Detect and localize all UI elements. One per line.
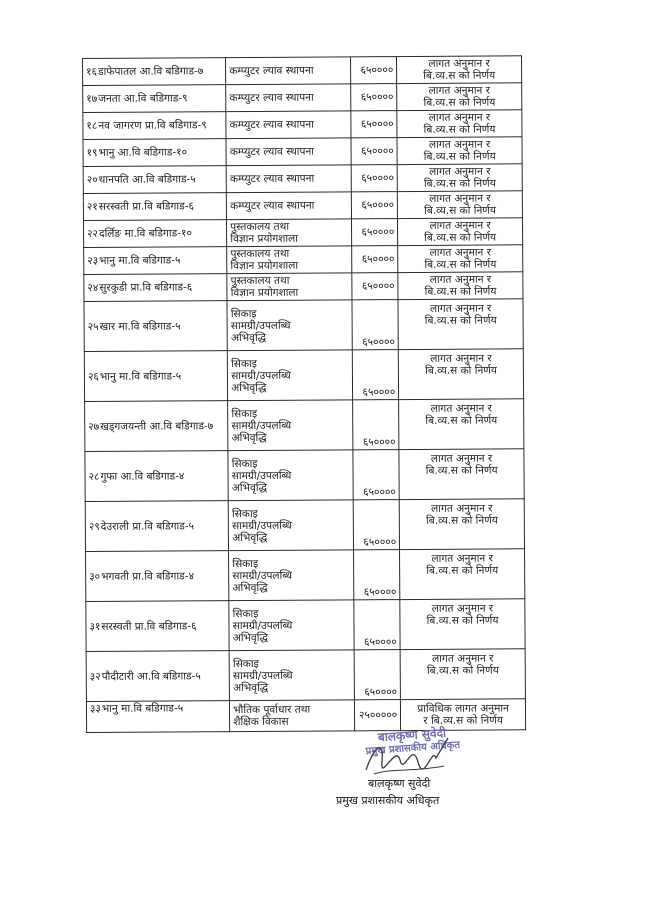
activity-cell bbox=[228, 400, 353, 451]
activity-cell bbox=[227, 219, 352, 247]
table-row bbox=[83, 56, 522, 86]
amount-cell: ६५०००० bbox=[351, 165, 397, 192]
remarks-line: लागत अनुमान र bbox=[429, 273, 492, 286]
remarks-cell bbox=[398, 218, 523, 246]
table-row bbox=[86, 549, 525, 602]
school-cell bbox=[83, 85, 226, 113]
activity-line: कम्प्युटर ल्याव स्थापना bbox=[229, 172, 315, 186]
activity-line: सामग्री/उपलब्धि bbox=[232, 619, 293, 632]
remarks-cell bbox=[398, 272, 523, 300]
amount-cell: ६५०००० bbox=[352, 300, 399, 350]
school-cell bbox=[83, 220, 226, 248]
table-row bbox=[83, 137, 522, 167]
serial-number: १९ bbox=[86, 146, 98, 159]
table-row bbox=[84, 245, 523, 275]
activity-cell bbox=[228, 500, 353, 551]
serial-number: २६ bbox=[87, 370, 99, 383]
activity-cell bbox=[228, 350, 353, 401]
serial-number: १६ bbox=[86, 65, 98, 78]
remarks-line: लागत अनुमान र bbox=[428, 57, 490, 70]
school-cell bbox=[85, 451, 229, 502]
school-cell bbox=[86, 651, 230, 702]
remarks-line: बि.व्य.स को निर्णय bbox=[424, 258, 497, 271]
school-name: डाफेपातल आ.वि बडिगाड-७ bbox=[97, 65, 204, 78]
school-name: थानपति आ.वि बडिगाड-५ bbox=[98, 173, 196, 186]
activity-line: कम्प्युटर ल्याव स्थापना bbox=[229, 145, 315, 159]
table-row bbox=[84, 272, 523, 302]
serial-number: २८ bbox=[88, 470, 100, 483]
activity-line: अभिवृद्धि bbox=[232, 631, 268, 644]
serial-number: ३२ bbox=[89, 670, 101, 683]
amount-cell: ६५०००० bbox=[351, 192, 397, 219]
activity-line: सिकाइ bbox=[232, 557, 259, 570]
school-cell bbox=[84, 351, 228, 402]
amount-cell: ६५०००० bbox=[353, 400, 400, 450]
activity-cell bbox=[227, 192, 352, 220]
remarks-line: बि.व्य.स को निर्णय bbox=[423, 96, 496, 109]
amount-cell: ६५०००० bbox=[352, 350, 399, 400]
remarks-line: बि.व्य.स को निर्णय bbox=[424, 231, 497, 244]
remarks-line: लागत अनुमान र bbox=[432, 652, 494, 665]
remarks-line: लागत अनुमान र bbox=[429, 219, 491, 232]
activity-line: विज्ञान प्रयोगशाला bbox=[230, 232, 298, 246]
school-cell bbox=[84, 274, 227, 302]
remarks-line: बि.व्य.स को निर्णय bbox=[423, 69, 496, 82]
school-name: सरस्वती प्रा.वि बडिगाड-६ bbox=[98, 200, 194, 213]
amount-cell: ६५०००० bbox=[351, 57, 397, 84]
activity-line: कम्प्युटर ल्याव स्थापना bbox=[230, 199, 315, 213]
remarks-cell bbox=[397, 137, 522, 165]
activity-cell bbox=[227, 300, 352, 351]
activity-line: अभिवृद्धि bbox=[233, 681, 269, 694]
school-name: भानु मा.वि बडिगाड-५ bbox=[99, 254, 181, 267]
remarks-line: लागत अनुमान र bbox=[429, 246, 492, 259]
activity-line: पुस्तकालय तथा bbox=[230, 274, 290, 288]
serial-number: २३ bbox=[87, 254, 99, 267]
table-row bbox=[83, 110, 522, 140]
signatory-name: बालकृष्ण सुवेदी bbox=[368, 777, 431, 790]
remarks-line: बि.व्य.स को निर्णय bbox=[426, 664, 499, 677]
activity-line: विज्ञान प्रयोगशाला bbox=[230, 286, 299, 300]
allocation-table bbox=[82, 55, 526, 733]
school-cell bbox=[86, 601, 230, 652]
activity-line: अभिवृद्धि bbox=[231, 381, 267, 394]
amount-cell: ६५०००० bbox=[352, 246, 398, 273]
activity-cell bbox=[226, 111, 351, 139]
activity-line: सिकाइ bbox=[231, 507, 258, 520]
activity-line: कम्प्युटर ल्याव स्थापना bbox=[229, 118, 314, 132]
allocation-table-body bbox=[83, 56, 526, 733]
school-name: भानु मा.वि बडिगाड-५ bbox=[99, 369, 182, 383]
activity-line: अभिवृद्धि bbox=[231, 431, 267, 444]
amount-cell: ६५०००० bbox=[354, 650, 401, 700]
table-row bbox=[85, 499, 524, 552]
remarks-line: बि.व्य.स को निर्णय bbox=[423, 123, 496, 136]
remarks-line: लागत अनुमान र bbox=[430, 402, 492, 415]
amount-cell: ६५०००० bbox=[354, 600, 401, 650]
activity-line: पुस्तकालय तथा bbox=[230, 220, 290, 234]
school-name: भानु मा.वि बडिगाड-५ bbox=[101, 702, 184, 715]
remarks-line: प्राविधिक लागत अनुमान bbox=[417, 702, 509, 715]
amount-cell: ६५०००० bbox=[354, 550, 401, 600]
school-name: भगवती प्रा.वि बडिगाड-४ bbox=[101, 569, 195, 583]
remarks-line: लागत अनुमान र bbox=[430, 452, 493, 465]
school-cell bbox=[86, 551, 230, 602]
amount-cell: ६५०००० bbox=[352, 219, 398, 246]
serial-number: ३० bbox=[89, 570, 101, 583]
remarks-line: लागत अनुमान र bbox=[429, 302, 492, 315]
table-row bbox=[85, 449, 524, 502]
school-cell bbox=[83, 58, 226, 86]
stamp-title: प्रमुख प्रशासकीय अधिकृत bbox=[365, 739, 461, 758]
remarks-line: लागत अनुमान र bbox=[431, 502, 493, 515]
school-cell bbox=[85, 401, 229, 452]
remarks-cell bbox=[400, 649, 525, 700]
activity-line: सामग्री/उपलब्धि bbox=[232, 569, 293, 582]
remarks-cell bbox=[400, 549, 525, 600]
signatory-title: प्रमुख प्रशासकीय अधिकृत bbox=[336, 794, 440, 807]
school-cell bbox=[83, 139, 226, 167]
school-name: पौदीटारी आ.वि बडिगाड-५ bbox=[101, 669, 201, 683]
remarks-line: बि.व्य.स को निर्णय bbox=[425, 514, 498, 527]
activity-line: सिकाइ bbox=[231, 357, 257, 370]
table-row bbox=[83, 164, 522, 194]
remarks-cell bbox=[398, 191, 523, 219]
remarks-line: बि.व्य.स को निर्णय bbox=[424, 285, 497, 298]
activity-line: सिकाइ bbox=[232, 607, 259, 620]
activity-line: सिकाइ bbox=[231, 457, 258, 470]
remarks-line: बि.व्य.स को निर्णय bbox=[424, 314, 497, 327]
serial-number: २७ bbox=[88, 420, 100, 433]
serial-number: २० bbox=[86, 173, 98, 186]
activity-line: अभिवृद्धि bbox=[230, 331, 267, 344]
activity-line: सामग्री/उपलब्धि bbox=[232, 669, 293, 682]
table-row bbox=[83, 218, 522, 248]
remarks-line: बि.व्य.स को निर्णय bbox=[423, 177, 496, 190]
stamp-name: बालकृष्ण सुवेदी bbox=[377, 725, 447, 745]
activity-line: पुस्तकालय तथा bbox=[230, 247, 290, 261]
school-name: सरस्वती प्रा.वि बडिगाड-६ bbox=[101, 619, 197, 633]
amount-cell: ६५०००० bbox=[353, 450, 400, 500]
remarks-line: बि.व्य.स को निर्णय bbox=[425, 364, 497, 377]
school-name: सुरकुडी प्रा.वि बडिगाड-६ bbox=[99, 281, 193, 294]
school-name: खार मा.वि बडिगाड-५ bbox=[99, 319, 181, 333]
serial-number: १८ bbox=[86, 119, 98, 132]
amount-cell: ६५०००० bbox=[352, 273, 398, 300]
activity-cell bbox=[226, 138, 351, 166]
activity-line: सामग्री/उपलब्धि bbox=[231, 419, 292, 432]
signature-mark bbox=[362, 732, 452, 782]
activity-cell bbox=[227, 246, 352, 274]
remarks-cell bbox=[397, 56, 522, 84]
remarks-cell bbox=[398, 245, 523, 273]
school-cell bbox=[86, 701, 229, 733]
activity-line: सिकाइ bbox=[232, 657, 259, 670]
table-row bbox=[83, 191, 522, 221]
table-row bbox=[85, 399, 524, 452]
school-name: देउराली प्रा.वि बडिगाड-५ bbox=[100, 519, 195, 533]
activity-line: भौतिक पूर्वाधार तथा bbox=[233, 703, 311, 717]
remarks-line: बि.व्य.स को निर्णय bbox=[425, 464, 498, 477]
school-name: नव जागरण प्रा.वि बडिगाड-९ bbox=[98, 119, 207, 132]
remarks-line: लागत अनुमान र bbox=[431, 552, 493, 565]
remarks-cell bbox=[397, 164, 522, 192]
remarks-cell bbox=[399, 399, 524, 450]
remarks-line: बि.व्य.स को निर्णय bbox=[423, 150, 496, 163]
remarks-cell bbox=[399, 499, 524, 550]
activity-line: सामग्री/उपलब्धि bbox=[231, 369, 291, 382]
activity-line: अभिवृद्धि bbox=[231, 481, 267, 494]
remarks-line: र बि.व्य.स को निर्णय bbox=[423, 714, 503, 727]
table-row bbox=[84, 349, 523, 402]
serial-number: २२ bbox=[87, 227, 99, 240]
school-name: भानु आ.वि बडिगाड-१० bbox=[98, 146, 188, 159]
school-cell bbox=[83, 166, 226, 194]
remarks-line: बि.व्य.स को निर्णय bbox=[426, 614, 499, 627]
activity-line: सिकाइ bbox=[231, 407, 258, 420]
activity-line: अभिवृद्धि bbox=[232, 531, 268, 544]
activity-cell bbox=[227, 273, 352, 301]
table-row bbox=[86, 649, 525, 702]
remarks-cell bbox=[397, 110, 522, 138]
remarks-line: लागत अनुमान र bbox=[430, 352, 492, 365]
activity-line: सामग्री/उपलब्धि bbox=[232, 519, 292, 532]
activity-line: सामग्री/उपलब्धि bbox=[230, 319, 291, 332]
serial-number: ३३ bbox=[89, 702, 101, 715]
remarks-line: बि.व्य.स को निर्णय bbox=[426, 564, 499, 577]
activity-cell bbox=[230, 700, 355, 732]
serial-number: ३१ bbox=[89, 620, 101, 633]
activity-line: सिकाइ bbox=[230, 307, 257, 320]
remarks-cell bbox=[400, 599, 525, 650]
remarks-cell bbox=[398, 299, 523, 350]
amount-cell: ६५०००० bbox=[351, 84, 397, 111]
serial-number: १७ bbox=[86, 92, 98, 105]
remarks-line: लागत अनुमान र bbox=[428, 111, 491, 124]
amount-cell: ६५०००० bbox=[351, 111, 397, 138]
amount-cell: ६५०००० bbox=[353, 500, 400, 550]
amount-cell: २५००००० bbox=[354, 700, 400, 731]
remarks-cell bbox=[399, 349, 524, 400]
remarks-line: लागत अनुमान र bbox=[428, 84, 491, 97]
table-row bbox=[83, 83, 522, 113]
serial-number: २९ bbox=[88, 520, 100, 533]
serial-number: २४ bbox=[87, 281, 99, 294]
table-row bbox=[86, 599, 525, 652]
remarks-line: लागत अनुमान र bbox=[431, 602, 494, 615]
school-cell bbox=[84, 301, 228, 352]
school-cell bbox=[83, 112, 226, 140]
table-row bbox=[84, 299, 523, 352]
activity-cell bbox=[226, 57, 351, 85]
remarks-line: बि.व्य.स को निर्णय bbox=[424, 204, 497, 217]
school-cell bbox=[83, 193, 226, 221]
amount-cell: ६५०००० bbox=[351, 138, 397, 165]
activity-line: अभिवृद्धि bbox=[232, 581, 268, 594]
activity-cell bbox=[228, 450, 353, 501]
school-name: दर्लिङ मा.वि बडिगाड-१० bbox=[98, 227, 193, 240]
school-cell bbox=[84, 247, 227, 275]
activity-cell bbox=[226, 84, 351, 112]
remarks-cell bbox=[397, 83, 522, 111]
school-name: खड्गजयन्ती आ.वि बडिगाड-७ bbox=[100, 419, 214, 433]
remarks-line: लागत अनुमान र bbox=[429, 192, 491, 205]
serial-number: २१ bbox=[86, 200, 98, 213]
remarks-line: लागत अनुमान र bbox=[429, 165, 491, 178]
remarks-line: लागत अनुमान र bbox=[428, 138, 491, 151]
school-name: गुफा आ.वि बडिगाड-४ bbox=[100, 469, 185, 483]
remarks-line: बि.व्य.स को निर्णय bbox=[425, 414, 498, 427]
activity-cell bbox=[229, 600, 354, 651]
activity-line: विज्ञान प्रयोगशाला bbox=[230, 259, 299, 273]
remarks-cell bbox=[399, 449, 524, 500]
activity-line: सामग्री/उपलब्धि bbox=[231, 469, 292, 482]
activity-line: कम्प्युटर ल्याव स्थापना bbox=[229, 91, 314, 105]
activity-line: कम्प्युटर ल्याव स्थापना bbox=[229, 64, 314, 78]
serial-number: २५ bbox=[87, 320, 99, 333]
school-name: जनता आ.वि बडिगाड-९ bbox=[98, 92, 188, 105]
activity-cell bbox=[226, 165, 351, 193]
activity-cell bbox=[229, 650, 354, 701]
activity-cell bbox=[229, 550, 354, 601]
school-cell bbox=[85, 501, 229, 552]
activity-line: शैक्षिक विकास bbox=[233, 715, 289, 729]
